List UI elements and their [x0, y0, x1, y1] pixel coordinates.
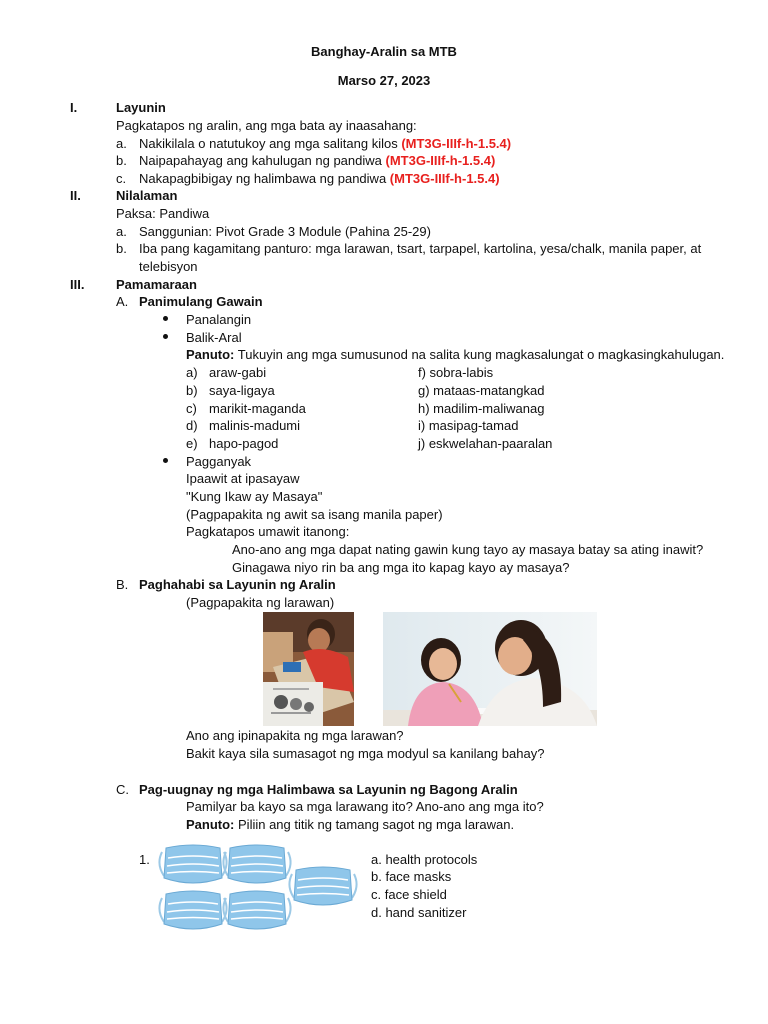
pair-d: malinis-madumi [209, 418, 301, 433]
photo-parent-helping-child [383, 612, 597, 726]
panuto-label: Panuto: [186, 347, 235, 362]
content-a-letter: a. [116, 224, 127, 239]
bullet-dot [163, 316, 168, 321]
review-directions: Panuto: Tukuyin ang mga sumusunod na salita kung magkasalungat o magkasingkahulugan. [186, 347, 725, 362]
objective-c: Nakapagbibigay ng halimbawa ng pandiwa (MT3G-IIIf-h-1.5.4) [139, 171, 500, 186]
part-c-letter: C. [116, 782, 129, 797]
pair-e-letter: e) [186, 436, 198, 451]
choice-c: c. face shield [371, 887, 447, 902]
choice-a: a. health protocols [371, 852, 478, 867]
objective-c-code: (MT3G-IIIf-h-1.5.4) [389, 171, 500, 186]
objective-b-letter: b. [116, 153, 127, 168]
pair-f: f) sobra-labis [418, 365, 494, 380]
motivation-line: (Pagpapakita ng awit sa isang manila paper) [186, 507, 443, 522]
picture-question: Ano ang ipinapakita ng mga larawan? [186, 728, 404, 743]
part-c-heading: Pag-uugnay ng mga Halimbawa sa Layunin ng Bagong Aralin [139, 782, 518, 797]
pair-g: g) mataas-matangkad [418, 383, 545, 398]
face-masks-image [158, 840, 358, 936]
section-1-heading: Layunin [116, 100, 166, 115]
bullet-panalangin: Panalangin [186, 312, 252, 327]
objective-a-code: (MT3G-IIIf-h-1.5.4) [401, 136, 512, 151]
bullet-pagganyak: Pagganyak [186, 454, 252, 469]
objective-a: Nakikilala o natutukoy ang mga salitang kilos (MT3G-IIIf-h-1.5.4) [139, 136, 512, 151]
quiz-directions: Panuto: Piliin ang titik ng tamang sagot ng mga larawan. [186, 817, 515, 832]
content-b-continued: telebisyon [139, 259, 198, 274]
section-3-heading: Pamamaraan [116, 277, 197, 292]
section-2-number: II. [70, 188, 81, 203]
topic-line: Paksa: Pandiwa [116, 206, 210, 221]
document-title: Banghay-Aralin sa MTB [311, 44, 457, 59]
motivation-question: Ano-ano ang mga dapat nating gawin kung tayo ay masaya batay sa ating inawit? [232, 542, 704, 557]
motivation-line: Ipaawit at ipasayaw [186, 471, 300, 486]
objective-a-letter: a. [116, 136, 127, 151]
quiz-item-number: 1. [139, 852, 150, 867]
pair-i: i) masipag-tamad [418, 418, 519, 433]
pair-c-letter: c) [186, 401, 197, 416]
part-b-letter: B. [116, 577, 129, 592]
pair-h: h) madilim-maliwanag [418, 401, 545, 416]
part-a-letter: A. [116, 294, 129, 309]
choice-d: d. hand sanitizer [371, 905, 467, 920]
pair-a-letter: a) [186, 365, 198, 380]
familiarity-question: Pamilyar ba kayo sa mga larawang ito? Ano-ano ang mga ito? [186, 799, 544, 814]
motivation-question: Ginagawa niyo rin ba ang mga ito kapag kayo ay masaya? [232, 560, 570, 575]
pair-e: hapo-pagod [209, 436, 279, 451]
section-2-heading: Nilalaman [116, 188, 178, 203]
pair-d-letter: d) [186, 418, 198, 433]
choice-b: b. face masks [371, 869, 452, 884]
content-b: Iba pang kagamitang panturo: mga larawan, tsart, tarpapel, kartolina, yesa/chalk, manila paper, at [139, 241, 702, 256]
section-3-number: III. [70, 277, 85, 292]
picture-question: Bakit kaya sila sumasagot ng mga modyul sa kanilang bahay? [186, 746, 545, 761]
objective-b: Naipapahayag ang kahulugan ng pandiwa (MT3G-IIIf-h-1.5.4) [139, 153, 496, 168]
content-b-letter: b. [116, 241, 127, 256]
section-1-intro: Pagkatapos ng aralin, ang mga bata ay inaasahang: [116, 118, 417, 133]
picture-caption: (Pagpapakita ng larawan) [186, 595, 335, 610]
pair-j: j) eskwelahan-paaralan [418, 436, 553, 451]
part-b-heading: Paghahabi sa Layunin ng Aralin [139, 577, 336, 592]
motivation-line: Pagkatapos umawit itanong: [186, 524, 350, 539]
bullet-balik-aral: Balik-Aral [186, 330, 242, 345]
bullet-dot [163, 458, 168, 463]
document-date: Marso 27, 2023 [337, 73, 431, 88]
bullet-dot [163, 334, 168, 339]
objective-b-code: (MT3G-IIIf-h-1.5.4) [385, 153, 496, 168]
photo-child-answering-module [263, 612, 354, 726]
objective-c-letter: c. [116, 171, 127, 186]
song-title: "Kung Ikaw ay Masaya" [186, 489, 323, 504]
pair-c: marikit-maganda [209, 401, 306, 416]
pair-a: araw-gabi [209, 365, 267, 380]
pair-b-letter: b) [186, 383, 198, 398]
part-a-heading: Panimulang Gawain [139, 294, 263, 309]
pair-b: saya-ligaya [209, 383, 275, 398]
section-1-number: I. [70, 100, 78, 115]
content-a: Sanggunian: Pivot Grade 3 Module (Pahina 25-29) [139, 224, 431, 239]
panuto-label: Panuto: [186, 817, 235, 832]
